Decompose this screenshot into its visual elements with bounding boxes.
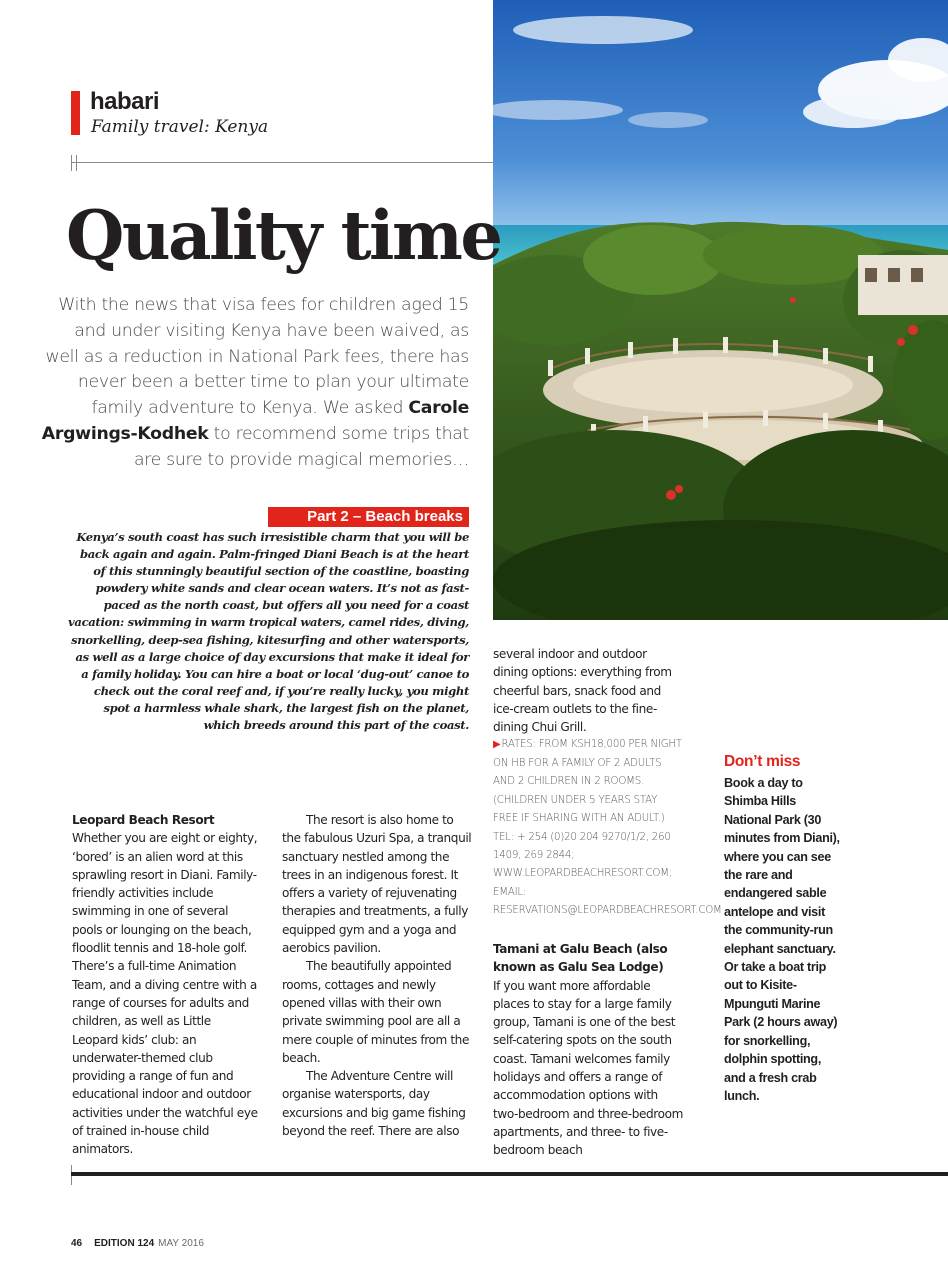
leopard-paragraph-2: The resort is also home to the fabulous Uzuri Spa, a tranquil sanctuary nestled among the trees in an indigenous forest. It offers a variety of rejuvenating therapies and treatments, a fully equipped gym and a yoga and aerobics pavilion. bbox=[282, 813, 472, 956]
leopard-paragraph-3: The beautifully appointed rooms, cottages and newly opened villas with their own private swimming pool are all a mere couple of minutes from the beach. bbox=[282, 959, 469, 1065]
dont-miss-title: Don’t miss bbox=[724, 753, 801, 770]
dont-miss-body: Book a day to Shimba Hills National Park (30 minutes from Diani), where you can see the rare and endangered sable antelope and visit the community-run elephant sanctuary. Or take a boat trip out to Kisite-Mpunguti Marine Park (2 hours away) for snorkelling, dolphin spotting, and a fresh crab lunch. bbox=[724, 776, 840, 1103]
tamani-paragraph-1: If you want more affordable places to stay for a large family group, Tamani is one of the best self-catering spots on the south coast. Tamani welcomes family holidays and offers a range of accommodation options with two-bedroom and three-bedroom apartments, and three- to five-bedroom beach bbox=[493, 978, 683, 1158]
column-3-top bbox=[493, 645, 722, 921]
standfirst-text: With the news that visa fees for children aged 15 and under visiting Kenya have been waived, as well as a reduction in National Park fees, there has never been a better time to plan your ultimate family adventure to Kenya. We asked bbox=[45, 295, 469, 419]
rates-arrow-icon: ▶ bbox=[493, 739, 501, 751]
column-2 bbox=[282, 811, 472, 1140]
column-3-bottom bbox=[493, 940, 683, 1160]
author-name: Carole Argwings-Kodhek bbox=[41, 398, 469, 444]
section-accent-bar bbox=[71, 91, 80, 135]
top-rule bbox=[71, 162, 493, 163]
resort-photo bbox=[493, 0, 948, 620]
edition-label: EDITION 124 bbox=[94, 1238, 155, 1249]
leopard-rates bbox=[493, 736, 722, 920]
section-subtitle: Family travel: Kenya bbox=[91, 117, 269, 137]
standfirst-text-end: to recommend some trips that are sure to provide magical memories… bbox=[133, 423, 469, 470]
leopard-rates-text: RATES: FROM KSH18,000 PER NIGHT ON HB FOR A FAMILY OF 2 ADULTS AND 2 CHILDREN IN 2 ROOMS. (CHILDREN UNDER 5 YEARS STAY FREE IF SHARING WITH AN ADULT.) TEL: + 254 (0)20 204 9270/1/2, 260 1409, 269 2844; WWW.LEOPARDBEACHRESORT.COM; EMAIL: RESERVATIONS@LEOPARDBEACHRESORT.COM bbox=[493, 739, 722, 917]
leopard-paragraph-4-continued: several indoor and outdoor dining options: everything from cheerful bars, snack food and ice-cream outlets to the fine-dining Chui Grill. bbox=[493, 647, 672, 735]
headline: Quality time bbox=[66, 196, 501, 275]
page-number: 46 bbox=[71, 1238, 83, 1249]
leopard-paragraph-1: Whether you are eight or eighty, ‘bored’ is an alien word at this sprawling resort in Diani. Family-friendly activities include swimming in one of several pools or lounging on the beach, floodlit tennis and 18-hole golf. There’s a full-time Animation Team, and a diving centre with a range of courses for adults and children, as well as Little Leopard kids’ club: an underwater-themed club providing a range of fun and educational indoor and outdoor activities under the watchful eye of trained in-house child animators. bbox=[72, 831, 258, 1157]
leopard-paragraph-4: The Adventure Centre will organise watersports, day excursions and big game fishing beyond the reef. There are also bbox=[282, 1069, 466, 1139]
bottom-rule bbox=[71, 1172, 948, 1176]
column-1 bbox=[72, 811, 258, 1159]
issue-date: MAY 2016 bbox=[158, 1238, 204, 1249]
tamani-heading: Tamani at Galu Beach (also known as Galu Sea Lodge) bbox=[493, 942, 668, 975]
section-title: habari bbox=[90, 88, 160, 115]
resort-photo-illustration bbox=[493, 0, 948, 620]
top-rule-tick bbox=[76, 155, 77, 171]
top-rule-tick bbox=[71, 155, 72, 171]
page-footer bbox=[71, 1238, 204, 1249]
standfirst bbox=[40, 293, 469, 474]
leopard-heading: Leopard Beach Resort bbox=[72, 813, 215, 827]
part-label: Part 2 – Beach breaks bbox=[268, 507, 469, 527]
intro-paragraph: Kenya’s south coast has such irresistible charm that you will be back again and again. Palm-fringed Diani Beach is at the heart of this stunningly beautiful section of the coastline, boasting powdery white sands and clear ocean waters. It’s not as fast-paced as the north coast, but offers all you need for a coast vacation: swimming in warm tropical waters, camel rides, diving, snorkelling, deep-sea fishing, kitesurfing and other watersports, as well as a large choice of day excursions that make it ideal for a family holiday. You can hire a boat or local ‘dug-out’ canoe to check out the coral reef and, if you’re really lucky, you might spot a harmless whale shark, the largest fish on the planet, which breeds around this part of the coast. bbox=[68, 530, 469, 733]
